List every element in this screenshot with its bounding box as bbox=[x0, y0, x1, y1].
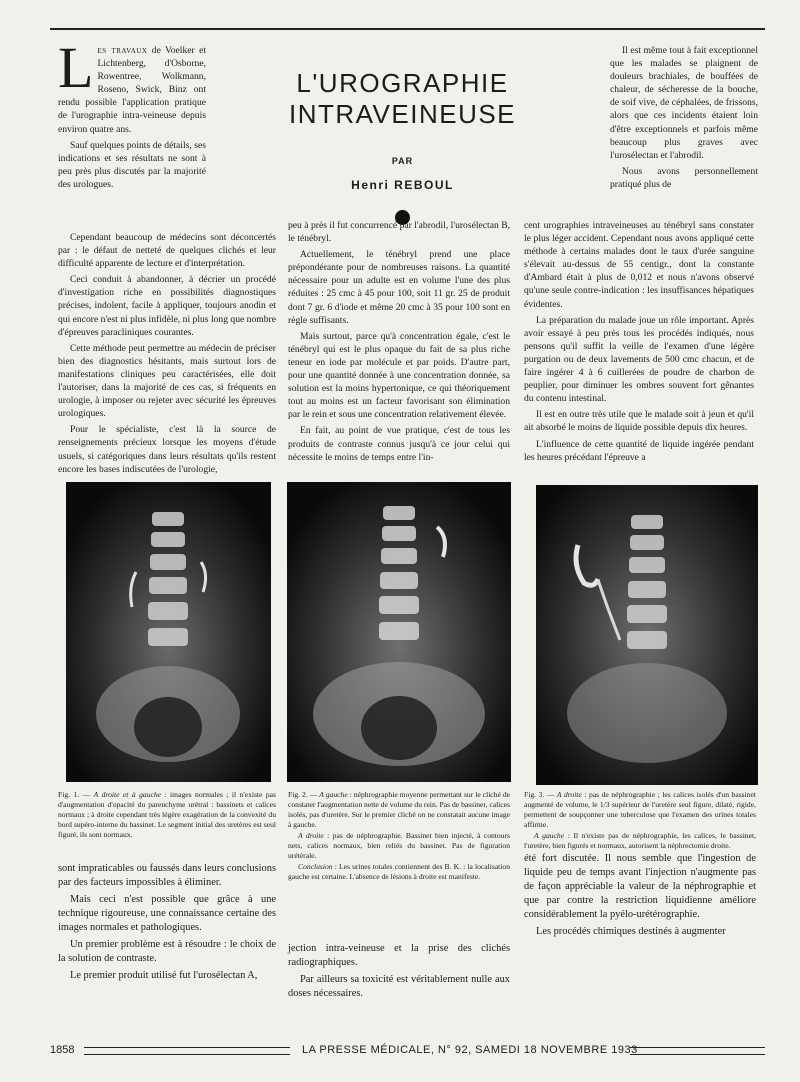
paragraph: Le premier produit utilisé fut l'urosélectan A, bbox=[70, 970, 258, 981]
column-1-top bbox=[58, 35, 206, 194]
paragraph: jection intra-veineuse et la prise des clichés radiographiques. bbox=[288, 943, 510, 968]
column-3-top bbox=[610, 44, 758, 194]
footer-rule-right bbox=[630, 1047, 765, 1055]
figure-2-caption: Fig. 2. — A gauche : néphrographie moyenne permettant sur le cliché de constater l'augmentation nette de volume du rein. Pas de bassinet, calices isolés, pas d'uretère. Sur le premier cliché on ne constatait aucune image à gauche. A droite : pas de néphrographie. Bassinet bien injecté, à contours nets, calices normaux, bien reliés du bassinet. Pas de figuration urétérale. Conclusion : Les urines totales contiennent des B. K. : la localisation gauche est certaine. L'absence de lésions à droite est manifeste. bbox=[288, 790, 510, 881]
intro-paragraph: Les travaux de Voelker et Lichtenberg, d'Osborne, Rowentree, Wolkmann, Roseno, Swick, Binz ont rendu possible l'application pratique de l'urographie intra-veineuse depuis environ quatre ans. bbox=[58, 35, 206, 135]
paragraph: Il est en outre très utile que le malade soit à jeun et qu'il ait absorbé le moins de liquide possible depuis dix heures. bbox=[524, 409, 754, 434]
paragraph: Cette méthode peut permettre au médecin de préciser bien des diagnostics hésitants, mais surtout lors de manifestations cliniques peu caractérisées, elle doit l'autoriser, dans la majorité de ces cas, si fréquents en urologie, à imposer ou rejeter avec sécurité les épreuves urologiques. bbox=[58, 342, 276, 420]
xray-figure-3 bbox=[536, 485, 758, 785]
paragraph: été fort discutée. Il nous semble que l'ingestion de liquide peu de temps avant l'injection n'augmente pas de façon appréciable la valeur de la néphrographie et que par contre la restriction liquidienne améliore considérablement la pyélo-urétérographie. bbox=[524, 853, 756, 920]
author-name: Henri REBOUL bbox=[351, 178, 454, 192]
paragraph: Mais surtout, parce qu'à concentration égale, c'est le ténébryl qui est le plus opaque du fait de sa plus riche teneur en iode par molécule et par poids. D'autre part, pour une quantité donnée à une concentration donnée, sa solution est la moins hypertonique, ce qui théoriquement tout au moins est un facteur favorisant son élimination par le rein et sous une concentration relativement élevée. bbox=[288, 330, 510, 421]
column-2-bottom bbox=[288, 942, 510, 1004]
paragraph: Il est même tout à fait exceptionnel que les malades se plaignent de douleurs brachiales, de bouffées de chaleur, de sécheresse de la bouche, de soif vive, de céphalées, de frissons, alors que ces incidents étaient loin d'être exceptionnels et parfois même beaucoup plus graves avec l'urosélectan et l'abrodil. bbox=[610, 45, 758, 161]
paragraph: L'influence de cette quantité de liquide ingérée pendant les heures précédant l'épreuve a bbox=[524, 438, 754, 463]
top-rule bbox=[50, 28, 765, 30]
paragraph: Pour le spécialiste, c'est là la source de renseignements précieux lorsque les moyens d'étude usuels, si catégoriques dans leurs résultats qu'ils restent encore les bases indiscutées de l'urologie, bbox=[58, 424, 276, 475]
drop-cap: L bbox=[58, 35, 94, 100]
figure-1-caption: Fig. 1. — A droite et à gauche : images normales ; il n'existe pas d'augmentation d'opacité du parenchyme urétral : bassinets et calices normaux ; à droite cependant très légère exagération de la convexité du bord supéro-interne du bassinet. Le segment initial des uretères est seul figuré, ils sont normaux. bbox=[58, 790, 276, 839]
paragraph: Nous avons personnellement pratiqué plus de bbox=[610, 165, 758, 190]
paragraph: cent urographies intraveineuses au ténébryl sans constater le plus léger accident. Cependant nous avons appliqué cette méthode à certains malades dont le taux d'urée sanguine s'élevait au-dessus de 55 centigr., dont la constante d'Ambard était à plus de 0,012 et nous n'avons observé qu'une seule contre-indication : les insuffisances hépatiques évidentes. bbox=[524, 220, 754, 310]
xray-figure-2 bbox=[287, 482, 511, 782]
paragraph: Les procédés chimiques destinés à augmenter bbox=[536, 926, 726, 937]
xray-image-3 bbox=[536, 485, 758, 785]
paragraph: Par ailleurs sa toxicité est véritablement nulle aux doses nécessaires. bbox=[288, 974, 510, 999]
paragraph: Cependant beaucoup de médecins sont déconcertés par : le défaut de netteté de quelques clichés et leur difficulté apparente de lecture et d'interprétation. bbox=[58, 232, 276, 270]
paragraph: peu à près il fut concurrencé par l'abrodil, l'urosélectan B, le ténébryl. bbox=[288, 220, 510, 245]
xray-image-2 bbox=[287, 482, 511, 782]
paragraph: En fait, au point de vue pratique, c'est de tous les produits de contraste connus jusqu'à ce jour celui qui nécessite le moins de temps entre l'in- bbox=[288, 425, 510, 463]
paragraph: La préparation du malade joue un rôle important. Après avoir essayé à peu près tous les procédés indiqués, nous pensons qu'il suffit la veille de l'examen d'une légère purgation ou de deux lavements de 500 cmc chacun, et de faire ingérer 4 à 6 cuillerées de poudre de charbon de peuplier, pour diminuer les ombres souvent fort gênantes du contenu intestinal. bbox=[524, 314, 754, 405]
paragraph: Actuellement, le ténébryl prend une place prépondérante pour de nombreuses raisons. La quantité nécessaire pour un adulte est en volume l'une des plus réduites : 25 cmc à 45 pour 100, soit 11 gr. 25 de produit dont 7 gr. 6 d'iode et même 20 cmc à 35 pour 100 sont en règle suffisants. bbox=[288, 249, 510, 326]
article-title: L'UROGRAPHIE INTRAVEINEUSE bbox=[288, 68, 517, 129]
article-header bbox=[200, 68, 605, 225]
paragraph: Ceci conduit à abandonner, à décrier un procédé d'investigation riche en possibilités diagnostiques précises, indolent, facile à appliquer, toujours anodin et qui encore n'est ni plus infidèle, ni plus long que nombre d'épreuves paracliniques courantes. bbox=[58, 274, 276, 338]
xray-figure-1 bbox=[66, 482, 271, 782]
byline-par: PAR bbox=[391, 156, 414, 166]
figure-3-caption: Fig. 3. — A droite : pas de néphrographie ; les calices isolés d'un bassinet augmenté de volume, le 1/3 supérieur de l'uretère seul figure, dilaté, rigide, permettent de soupçonner une tuberculose que l'examen des urines totales affirme. A gauche : Il n'existe pas de néphrographie, les calices, le bassinet, l'uretère, bien figurés et normaux, autorisent la néphrectomie droite. bbox=[524, 790, 756, 850]
journal-issue: LA PRESSE MÉDICALE, N° 92, SAMEDI 18 NOVEMBRE 1933 bbox=[302, 1044, 638, 1056]
paragraph: Un premier problème est à résoudre : le choix de la solution de contraste. bbox=[58, 939, 276, 964]
paragraph: Mais ceci n'est possible que grâce à une technique rigoureuse, une connaissance certaine des images normales et pathologiques. bbox=[58, 894, 276, 933]
page-footer bbox=[50, 1042, 765, 1062]
paragraph: Sauf quelques points de détails, ses indications et ses résultats ne sont à peu près plus discutés par la majorité des urologues. bbox=[58, 139, 206, 190]
column-2 bbox=[288, 219, 510, 467]
xray-image-1 bbox=[66, 482, 271, 782]
paragraph: sont impraticables ou faussés dans leurs conclusions par des facteurs impossibles à éliminer. bbox=[58, 863, 276, 888]
page-number: 1858 bbox=[50, 1044, 75, 1056]
column-1 bbox=[58, 231, 276, 479]
column-3-bottom bbox=[524, 852, 756, 942]
footer-rule-left bbox=[84, 1047, 290, 1055]
column-1-bottom bbox=[58, 862, 276, 986]
column-3 bbox=[524, 219, 754, 467]
